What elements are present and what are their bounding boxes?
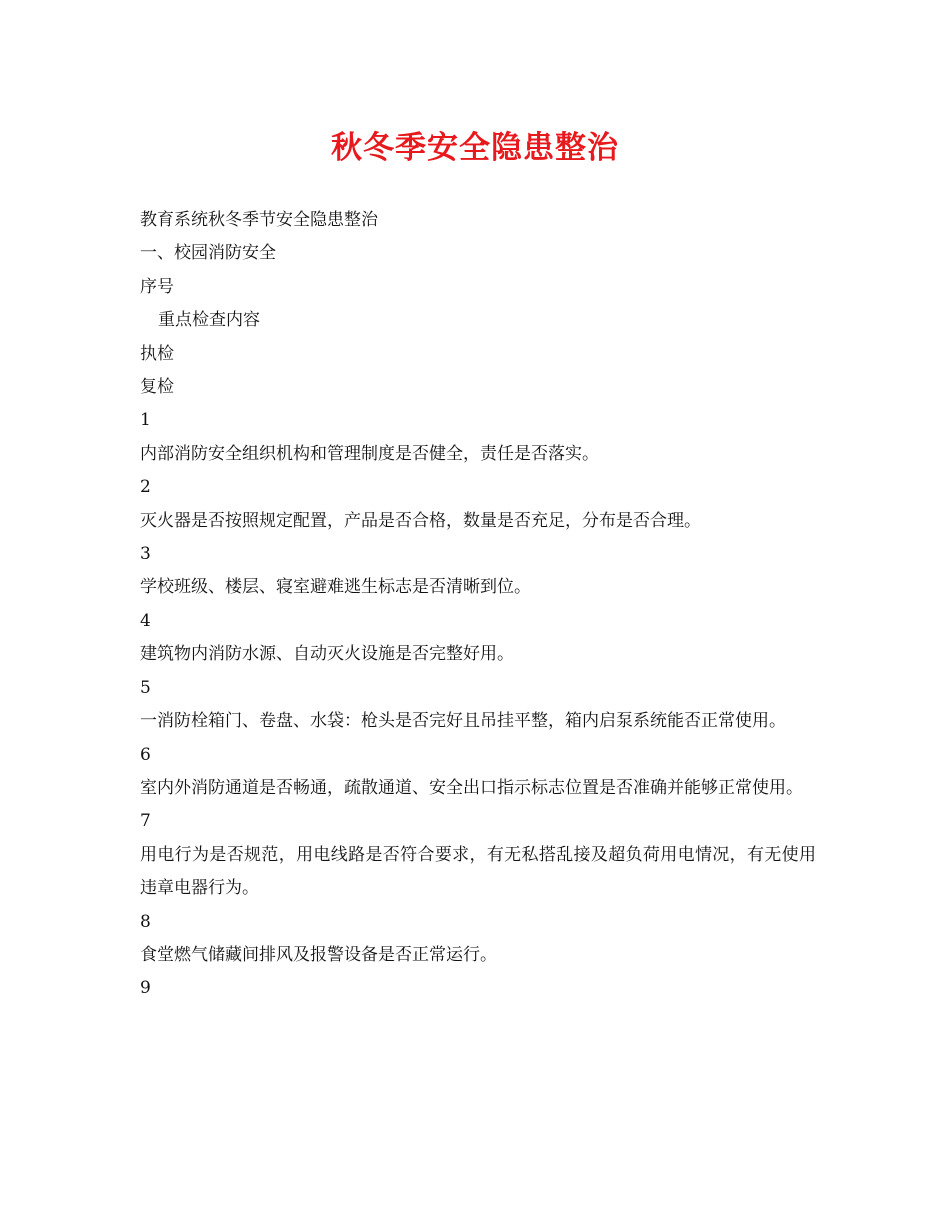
item-number: 4 [140, 610, 151, 631]
item-number: 3 [140, 544, 151, 565]
item-number: 8 [140, 911, 151, 932]
header-recheck: 复检 [140, 377, 174, 398]
item-number: 5 [140, 677, 151, 698]
document-body [140, 204, 816, 1006]
item-text: 建筑物内消防水源、自动灭火设施是否完整好用。 [140, 644, 514, 665]
header-content: 重点检查内容 [158, 310, 260, 331]
item-text: 用电行为是否规范，用电线路是否符合要求，有无私搭乱接及超负荷用电情况，有无使用违章电器行为。 [140, 844, 816, 899]
item-number: 2 [140, 477, 151, 498]
item-number: 9 [140, 978, 151, 999]
document-title: 秋冬季安全隐患整治 [331, 130, 619, 166]
item-text: 内部消防安全组织机构和管理制度是否健全，责任是否落实。 [140, 443, 599, 464]
item-text: 灭火器是否按照规定配置，产品是否合格，数量是否充足，分布是否合理。 [140, 510, 701, 531]
item-text: 室内外消防通道是否畅通，疏散通道、安全出口指示标志位置是否准确并能够正常使用。 [140, 777, 803, 798]
section-heading: 一、校园消防安全 [140, 243, 276, 264]
document-subtitle: 教育系统秋冬季节安全隐患整治 [140, 210, 378, 230]
item-text: 食堂燃气储藏间排风及报警设备是否正常运行。 [140, 944, 497, 965]
item-text: 学校班级、楼层、寝室避难逃生标志是否清晰到位。 [140, 577, 531, 598]
item-number: 1 [140, 410, 151, 431]
header-number: 序号 [140, 276, 174, 297]
item-text: 一消防栓箱门、卷盘、水袋：枪头是否完好且吊挂平整，箱内启泵系统能否正常使用。 [140, 711, 786, 732]
item-number: 7 [140, 811, 151, 832]
item-number: 6 [140, 744, 151, 765]
header-check: 执检 [140, 343, 174, 364]
